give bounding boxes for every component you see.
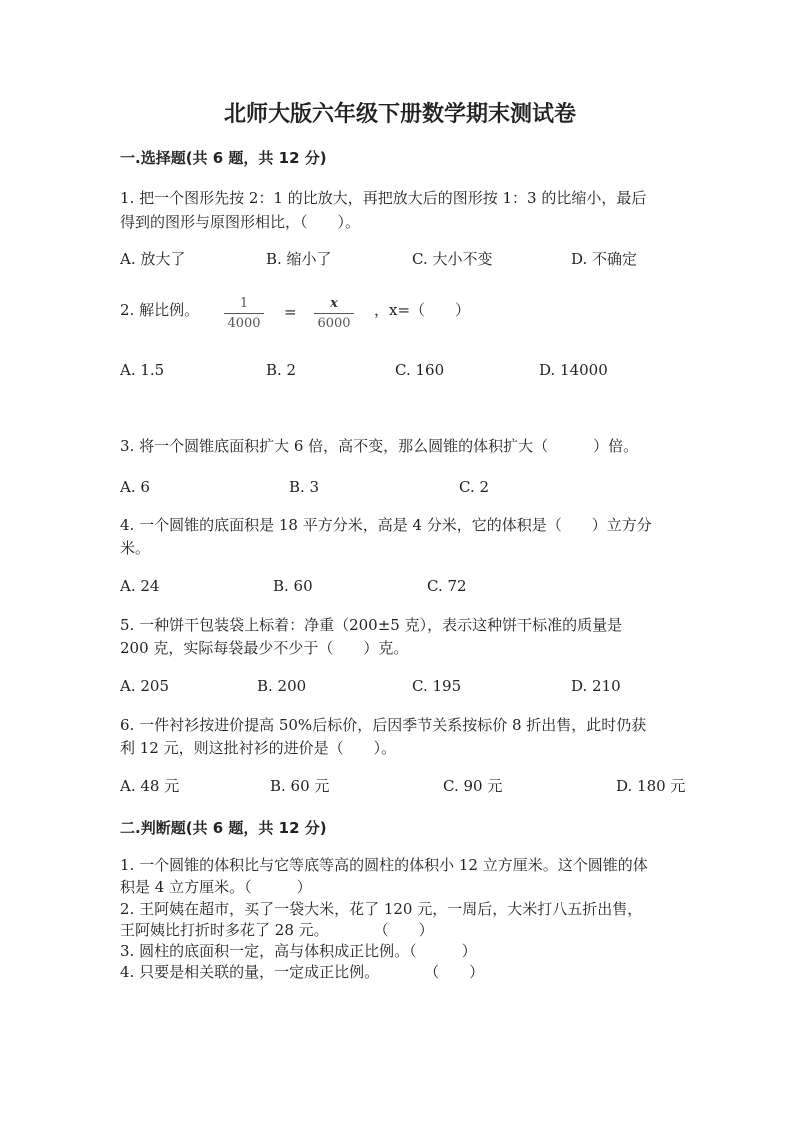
question-6-option-c: C. 90 元 [443, 777, 503, 795]
section-heading-judgement: 二.判断题(共 6 题，共 12 分) [120, 819, 327, 837]
equals-sign: = [284, 303, 297, 321]
question-5-option-a: A. 205 [120, 677, 169, 695]
fraction-1-bar [224, 313, 264, 314]
question-2-suffix: ，x=（ ） [374, 301, 471, 319]
fraction-x-over-6000 [314, 296, 354, 331]
question-6-option-a: A. 48 元 [120, 777, 180, 795]
question-2-option-b: B. 2 [266, 361, 297, 379]
question-4-option-b: B. 60 [273, 577, 313, 595]
section-heading-choice: 一.选择题(共 6 题，共 12 分) [120, 149, 327, 167]
question-4-option-c: C. 72 [427, 577, 467, 595]
page-title: 北师大版六年级下册数学期末测试卷 [223, 102, 576, 127]
question-1-line-2: 得到的图形与原图形相比，（ ）。 [120, 213, 361, 231]
judgement-line-2: 积是 4 立方厘米。（ ） [120, 878, 312, 896]
question-6-line-1: 6. 一件衬衫按进价提高 50%后标价，后因季节关系按标价 8 折出售，此时仍获 [120, 716, 647, 734]
question-3-line-1: 3. 将一个圆锥底面积扩大 6 倍，高不变，那么圆锥的体积扩大（ ）倍。 [120, 437, 639, 455]
fraction-2-numerator: x [330, 296, 338, 311]
judgement-line-5: 3. 圆柱的底面积一定，高与体积成正比例。（ ） [120, 942, 477, 960]
question-1-option-a: A. 放大了 [120, 250, 186, 268]
question-5-option-d: D. 210 [571, 677, 621, 695]
question-2-option-c: C. 160 [395, 361, 445, 379]
question-6-option-b: B. 60 元 [270, 777, 330, 795]
question-1-option-d: D. 不确定 [571, 250, 638, 268]
question-1-option-c: C. 大小不变 [412, 250, 493, 268]
question-4-line-2: 米。 [120, 539, 151, 557]
question-4-line-1: 4. 一个圆锥的底面积是 18 平方分米，高是 4 分米，它的体积是（ ）立方分 [120, 516, 652, 534]
question-1-line-1: 1. 把一个图形先按 2：1 的比放大，再把放大后的图形按 1：3 的比缩小，最后 [120, 189, 647, 207]
question-3-option-c: C. 2 [459, 478, 490, 496]
question-2-option-d: D. 14000 [539, 361, 608, 379]
question-3-option-a: A. 6 [120, 478, 150, 496]
judgement-line-6: 4. 只要是相关联的量，一定成正比例。 （ ） [120, 963, 485, 981]
fraction-one-over-4000 [224, 296, 264, 331]
question-5-line-1: 5. 一种饼干包装袋上标着：净重（200±5 克），表示这种饼干标准的质量是 [120, 616, 623, 634]
question-5-option-b: B. 200 [257, 677, 307, 695]
question-2-option-a: A. 1.5 [120, 361, 165, 379]
fraction-1-numerator: 1 [239, 296, 249, 311]
question-4-option-a: A. 24 [120, 577, 160, 595]
judgement-line-4: 王阿姨比打折时多花了 28 元。 （ ） [120, 921, 434, 939]
question-2-prefix: 2. 解比例。 [120, 301, 200, 319]
judgement-line-1: 1. 一个圆锥的体积比与它等底等高的圆柱的体积小 12 立方厘米。这个圆锥的体 [120, 856, 648, 874]
fraction-1-denominator: 4000 [227, 316, 261, 331]
question-3-option-b: B. 3 [289, 478, 320, 496]
question-5-option-c: C. 195 [412, 677, 462, 695]
question-5-line-2: 200 克，实际每袋最少不少于（ ）克。 [120, 639, 409, 657]
question-6-line-2: 利 12 元，则这批衬衫的进价是（ ）。 [120, 739, 397, 757]
fraction-2-denominator: 6000 [317, 316, 351, 331]
fraction-2-bar [314, 313, 354, 314]
question-1-option-b: B. 缩小了 [266, 250, 332, 268]
judgement-line-3: 2. 王阿姨在超市，买了一袋大米，花了 120 元，一周后，大米打八五折出售， [120, 900, 643, 918]
question-6-option-d: D. 180 元 [616, 777, 686, 795]
